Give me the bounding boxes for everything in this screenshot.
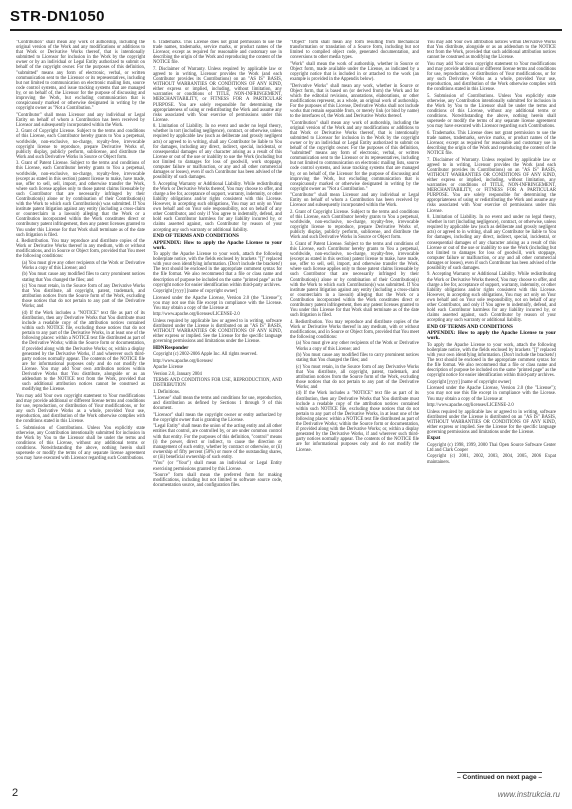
paragraph: To apply the Apache License to your work, attach the following boilerplate notice, with the fields enclosed by brackets "[]" replaced with your own identifying information. (Don't include the brackets!) The text should be enclosed in the appropriate comment syntax for the file format. We also recommend that a file or class name and description of purpose be included on the same "printed page" as the copyright notice for easier identification within third-party archives.	[153, 252, 282, 288]
paragraph: "You" (or "Your") shall mean an individual or Legal Entity exercising permissions granted by this License.	[153, 461, 282, 472]
column-2	[153, 40, 282, 768]
column-3	[290, 40, 419, 768]
page-number: 2	[12, 787, 19, 799]
paragraph: 2. Grant of Copyright License. Subject to the terms and conditions of this License, each Contributor hereby grants to You a perpetual, worldwide, non-exclusive, no-charge, royalty-free, irrevocable copyright license to reproduce, prepare Derivative Works of, publicly display, publicly perform, sublicense, and distribute the Work and such Derivative Works in Source or Object form.	[290, 209, 419, 241]
paragraph: http://www.apache.org/licenses/	[153, 358, 214, 364]
paragraph: "Contributor" shall mean Licensor and any individual or Legal Entity on behalf of whom a Contribution has been received by Licensor and subsequently incorporated within the Work.	[16, 112, 145, 128]
watermark: www.instrukcia.ru	[497, 790, 560, 799]
paragraph: Expat	[427, 435, 441, 442]
paragraph: Apache License	[153, 365, 184, 371]
paragraph: 6. Trademarks. This License does not grant permission to use the trade names, trademarks, service marks, or product names of the Licensor, except as required for reasonable and customary use in describing the origin of the Work and reproducing the content of the NOTICE file.	[427, 130, 556, 157]
paragraph: "Work" shall mean the work of authorship, whether in Source or Object form, made available under the License, as indicated by a copyright notice that is included in or attached to the work (an example is provided in the Appendix below).	[290, 61, 419, 83]
paragraph: You may add Your own attribution notices within Derivative Works that You distribute, alongside or as an addendum to the NOTICE text from the Work, provided that such additional attribution notices cannot be construed as modifying the License.	[427, 40, 556, 61]
license-columns	[16, 40, 556, 768]
paragraph: You may add Your own copyright statement to Your modifications and may provide additional or different license terms and conditions for use, reproduction, or distribution of Your modifications, or for any such Derivative Works as a whole, provided Your use, reproduction, and distribution of the Work otherwise complies with the conditions stated in this License.	[427, 61, 556, 93]
paragraph: TERMS AND CONDITIONS FOR USE, REPRODUCTION, AND DISTRIBUTION	[153, 378, 282, 389]
paragraph: Unless required by applicable law or agreed to in writing, software distributed under the License is distributed on an "AS IS" BASIS, WITHOUT WARRANTIES OR CONDITIONS OF ANY KIND, either express or implied. See the License for the specific language governing permissions and limitations under the License.	[427, 409, 556, 435]
paragraph: END OF TERMS AND CONDITIONS	[427, 323, 513, 330]
paragraph: 5. Submission of Contributions. Unless You explicitly state otherwise, any Contribution intentionally submitted for inclusion in the Work by You to the Licensor shall be under the terms and conditions of this License, without any additional terms or conditions. Notwithstanding the above, nothing herein shall supersede or modify the terms of any separate license agreement you may have executed with Licensor regarding such Contributions.	[16, 425, 145, 462]
paragraph: END OF TERMS AND CONDITIONS	[153, 233, 239, 240]
paragraph: (b) You must cause any modified files to carry prominent notices stating that You changed the files; and	[296, 353, 419, 364]
paragraph: Copyright [yyyy] [name of copyright owner]	[153, 289, 238, 295]
paragraph: Copyright (c) 1998, 1999, 2000 Thai Open Source Software Center Ltd and Clark Cooper	[427, 442, 556, 453]
paragraph: "Licensor" shall mean the copyright owner or entity authorized by the copyright owner that is granting the License.	[153, 412, 282, 423]
paragraph: HDNResponder	[153, 344, 189, 351]
paragraph: Licensed under the Apache License, Version 2.0 (the "License"); you may not use this file except in compliance with the License. You may obtain a copy of the License at	[153, 295, 282, 311]
paragraph: APPENDIX: How to apply the Apache License to your work.	[427, 330, 556, 342]
paragraph: (c) You must retain, in the Source form of any Derivative Works that You distribute, all copyright, patent, trademark, and attribution notices from the Source form of the Work, excluding those notices that do not pertain to any part of the Derivative Works; and	[22, 284, 145, 310]
column-4	[427, 40, 556, 768]
paragraph: "Object" form shall mean any form resulting from mechanical transformation or translation of a Source form, including but not limited to compiled object code, generated documentation, and conversions to other media types.	[290, 40, 419, 61]
paragraph: Licensed under the Apache License, Version 2.0 (the "License"); you may not use this file except in compliance with the License. You may obtain a copy of the License at	[427, 386, 556, 402]
paragraph: 1. Definitions.	[153, 389, 180, 395]
paragraph: 3. Grant of Patent License. Subject to the terms and conditions of this License, each Contributor hereby grants to You a perpetual, worldwide, non-exclusive, no-charge, royalty-free, irrevocable (except as stated in this section) patent license to make, have made, use, offer to sell, sell, import, and otherwise transfer the Work, where such license applies only to those patent claims licensable by such Contributor that are necessarily infringed by their Contribution(s) alone or by combination of their Contribution(s) with the Work to which such Contribution(s) was submitted. If You institute patent litigation against any entity (including a cross-claim or counterclaim in a lawsuit) alleging that the Work or a Contribution incorporated within the Work constitutes direct or contributory patent infringement, then any patent licenses granted to You under this License for that Work shall terminate as of the date such litigation is filed.	[16, 161, 145, 238]
paragraph: You may add Your own copyright statement to Your modifications and may provide additional or different license terms and conditions for use, reproduction, or distribution of Your modifications, or for any such Derivative Works as a whole, provided Your use, reproduction, and distribution of the Work otherwise complies with the conditions stated in this License.	[16, 393, 145, 425]
paragraph: Version 2.0, January 2004	[153, 371, 202, 377]
paragraph: 8. Limitation of Liability. In no event and under no legal theory, whether in tort (including negligence), contract, or otherwise, unless required by applicable law (such as deliberate and grossly negligent acts) or agreed to in writing, shall any Contributor be liable to You for damages, including any direct, indirect, special, incidental, or consequential damages of any character arising as a result of this License or out of the use or inability to use the Work (including but not limited to damages for loss of goodwill, work stoppage, computer failure or malfunction, or any and all other commercial damages or losses), even if such Contributor has been advised of the possibility of such damages.	[153, 124, 282, 181]
paragraph: 4. Redistribution. You may reproduce and distribute copies of the Work or Derivative Works thereof in any medium, with or without modifications, and in Source or Object form, provided that You meet the following conditions:	[290, 319, 419, 340]
column-1	[16, 40, 145, 768]
paragraph: 3. Grant of Patent License. Subject to the terms and conditions of this License, each Contributor hereby grants to You a perpetual, worldwide, non-exclusive, no-charge, royalty-free, irrevocable (except as stated in this section) patent license to make, have made, use, offer to sell, sell, import, and otherwise transfer the Work, where such license applies only to those patent claims licensable by such Contributor that are necessarily infringed by their Contribution(s) alone or by combination of their Contribution(s) with the Work to which such Contribution(s) was submitted. If You institute patent litigation against any entity (including a cross-claim or counterclaim in a lawsuit) alleging that the Work or a Contribution incorporated within the Work constitutes direct or contributory patent infringement, then any patent licenses granted to You under this License for that Work shall terminate as of the date such litigation is filed.	[290, 241, 419, 319]
paragraph: 9. Accepting Warranty or Additional Liability. While redistributing the Work or Derivative Works thereof, You may choose to offer, and charge a fee for, acceptance of support, warranty, indemnity, or other liability obligations and/or rights consistent with this License. However, in accepting such obligations, You may act only on Your own behalf and on Your sole responsibility, not on behalf of any other Contributor, and only if You agree to indemnify, defend, and hold each Contributor harmless for any liability incurred by, or claims asserted against, such Contributor by reason of your accepting any such warranty or additional liability.	[427, 272, 556, 324]
paragraph: Copyright (c) 2001, 2002, 2003, 2004, 2005, 2006 Expat maintainers.	[427, 454, 556, 465]
paragraph: 6. Trademarks. This License does not grant permission to use the trade names, trademarks, service marks, or product names of the Licensor, except as required for reasonable and customary use in describing the origin of the Work and reproducing the content of the NOTICE file.	[153, 40, 282, 66]
paragraph: 4. Redistribution. You may reproduce and distribute copies of the Work or Derivative Works thereof in any medium, with or without modifications, and in Source or Object form, provided that You meet the following conditions:	[16, 239, 145, 260]
paragraph: (d) If the Work includes a "NOTICE" text file as part of its distribution, then any Derivative Works that You distribute must include a readable copy of the attribution notices contained within such NOTICE file, excluding those notices that do not pertain to any part of the Derivative Works, in at least one of the following places: within a NOTICE text file distributed as part of the Derivative Works; within the Source form or documentation, if provided along with the Derivative Works; or, within a display generated by the Derivative Works, if and wherever such third-party notices normally appear. The contents of the NOTICE file are for informational purposes only and do not modify the License.	[296, 391, 419, 453]
paragraph: (d) If the Work includes a "NOTICE" text file as part of its distribution, then any Derivative Works that You distribute must include a readable copy of the attribution notices contained within such NOTICE file, excluding those notices that do not pertain to any part of the Derivative Works, in at least one of the following places: within a NOTICE text file distributed as part of the Derivative Works; within the Source form or documentation, if provided along with the Derivative Works; or, within a display generated by the Derivative Works, if and wherever such third-party notices normally appear. The contents of the NOTICE file are for informational purposes only and do not modify the License. You may add Your own attribution notices within Derivative Works that You distribute, alongside or as an addendum to the NOTICE text from the Work, provided that such additional attribution notices cannot be construed as modifying the License.	[22, 310, 145, 393]
continued-note: – Continued on next page –	[457, 774, 542, 781]
paragraph: 7. Disclaimer of Warranty. Unless required by applicable law or agreed to in writing, Licensor provides the Work (and each Contributor provides its Contributions) on an "AS IS" BASIS, WITHOUT WARRANTIES OR CONDITIONS OF ANY KIND, either express or implied, including, without limitation, any warranties or conditions of TITLE, NON-INFRINGEMENT, MERCHANTABILITY, or FITNESS FOR A PARTICULAR PURPOSE. You are solely responsible for determining the appropriateness of using or redistributing the Work and assume any risks associated with Your exercise of permissions under this License.	[153, 66, 282, 123]
paragraph: To apply the Apache License to your work, attach the following boilerplate notice, with the fields enclosed by brackets "[]" replaced with your own identifying information. (Don't include the brackets!) The text should be enclosed in the appropriate comment syntax for the file format. We also recommend that a file or class name and description of purpose be included on the same "printed page" as the copyright notice for easier identification within third-party archives.	[427, 342, 556, 379]
paragraph: http://www.apache.org/licenses/LICENSE-2.0	[427, 403, 514, 409]
paragraph: "Contribution" shall mean any work of authorship, including the original version of the Work and any modifications or additions to that Work or Derivative Works thereof, that is intentionally submitted to Licensor for inclusion in the Work by the copyright owner or by an individual or Legal Entity authorized to submit on behalf of the copyright owner. For the purposes of this definition, "submitted" means any form of electronic, verbal, or written communication sent to the Licensor or its representatives, including but not limited to communication on electronic mailing lists, source code control systems, and issue tracking systems that are managed by, or on behalf of, the Licensor for the purpose of discussing and improving the Work, but excluding communication that is conspicuously marked or otherwise designated in writing by the copyright owner as "Not a Contribution."	[290, 120, 419, 192]
paragraph: Copyright (c) 2002-2006 Apple Inc. All rights reserved.	[153, 352, 258, 358]
paragraph: APPENDIX: How to apply the Apache License to your work.	[153, 239, 282, 251]
paragraph: http://www.apache.org/licenses/LICENSE-2.0	[153, 312, 240, 318]
paragraph: (a) You must give any other recipients of the Work or Derivative Works a copy of this License; and	[296, 341, 419, 352]
paragraph: 8. Limitation of Liability. In no event and under no legal theory, whether in tort (including negligence), contract, or otherwise, unless required by applicable law (such as deliberate and grossly negligent acts) or agreed to in writing, shall any Contributor be liable to You for damages, including any direct, indirect, special, incidental, or consequential damages of any character arising as a result of this License or out of the use or inability to use the Work (including but not limited to damages for loss of goodwill, work stoppage, computer failure or malfunction, or any and all other commercial damages or losses), even if such Contributor has been advised of the possibility of such damages.	[427, 215, 556, 271]
paragraph: "Legal Entity" shall mean the union of the acting entity and all other entities that control, are controlled by, or are under common control with that entity. For the purposes of this definition, "control" means (i) the power, direct or indirect, to cause the direction or management of such entity, whether by contract or otherwise, or (ii) ownership of fifty percent (50%) or more of the outstanding shares, or (iii) beneficial ownership of such entity.	[153, 424, 282, 460]
paragraph: 7. Disclaimer of Warranty. Unless required by applicable law or agreed to in writing, Licensor provides the Work (and each Contributor provides its Contributions) on an "AS IS" BASIS, WITHOUT WARRANTIES OR CONDITIONS OF ANY KIND, either express or implied, including, without limitation, any warranties or conditions of TITLE, NON-INFRINGEMENT, MERCHANTABILITY, or FITNESS FOR A PARTICULAR PURPOSE. You are solely responsible for determining the appropriateness of using or redistributing the Work and assume any risks associated with Your exercise of permissions under this License.	[427, 157, 556, 214]
paragraph: "License" shall mean the terms and conditions for use, reproduction, and distribution as defined by Sections 1 through 9 of this document.	[153, 396, 282, 412]
header-rule	[10, 29, 562, 31]
paragraph: "Derivative Works" shall mean any work, whether in Source or Object form, that is based on (or derived from) the Work and for which the editorial revisions, annotations, elaborations, or other modifications represent, as a whole, an original work of authorship. For the purposes of this License, Derivative Works shall not include works that remain separable from, or merely link (or bind by name) to the interfaces of, the Work and Derivative Works thereof.	[290, 83, 419, 120]
paragraph: (b) You must cause any modified files to carry prominent notices stating that You changed the files; and	[22, 272, 145, 283]
paragraph: "Contribution" shall mean any work of authorship, including the original version of the Work and any modifications or additions to that Work or Derivative Works thereof, that is intentionally submitted to Licensor for inclusion in the Work by the copyright owner or by an individual or Legal Entity authorized to submit on behalf of the copyright owner. For the purposes of this definition, "submitted" means any form of electronic, verbal, or written communication sent to the Licensor or its representatives, including but not limited to communication on electronic mailing lists, source code control systems, and issue tracking systems that are managed by, or on behalf of, the Licensor for the purpose of discussing and improving the Work, but excluding communication that is conspicuously marked or otherwise designated in writing by the copyright owner as "Not a Contribution."	[16, 40, 145, 112]
paragraph: 9. Accepting Warranty or Additional Liability. While redistributing the Work or Derivative Works thereof, You may choose to offer, and charge a fee for, acceptance of support, warranty, indemnity, or other liability obligations and/or rights consistent with this License. However, in accepting such obligations, You may act only on Your own behalf and on Your sole responsibility, not on behalf of any other Contributor, and only if You agree to indemnify, defend, and hold each Contributor harmless for any liability incurred by, or claims asserted against, such Contributor by reason of your accepting any such warranty or additional liability.	[153, 181, 282, 233]
paragraph: (a) You must give any other recipients of the Work or Derivative Works a copy of this License; and	[22, 260, 145, 271]
paragraph: 2. Grant of Copyright License. Subject to the terms and conditions of this License, each Contributor hereby grants to You a perpetual, worldwide, non-exclusive, no-charge, royalty-free, irrevocable copyright license to reproduce, prepare Derivative Works of, publicly display, publicly perform, sublicense, and distribute the Work and such Derivative Works in Source or Object form.	[16, 129, 145, 160]
paragraph: Copyright [yyyy] [name of copyright owner]	[427, 379, 512, 385]
paragraph: "Source" form shall mean the preferred form for making modifications, including but not limited to software source code, documentation source, and configuration files.	[153, 473, 282, 489]
model-header: STR-DN1050	[10, 8, 106, 25]
paragraph: Unless required by applicable law or agreed to in writing, software distributed under the License is distributed on an "AS IS" BASIS, WITHOUT WARRANTIES OR CONDITIONS OF ANY KIND, either express or implied. See the License for the specific language governing permissions and limitations under the License.	[153, 318, 282, 345]
paragraph: (c) You must retain, in the Source form of any Derivative Works that You distribute, all copyright, patent, trademark, and attribution notices from the Source form of the Work, excluding those notices that do not pertain to any part of the Derivative Works; and	[296, 364, 419, 390]
paragraph: "Contributor" shall mean Licensor and any individual or Legal Entity on behalf of whom a Contribution has been received by Licensor and subsequently incorporated within the Work.	[290, 193, 419, 209]
paragraph: 5. Submission of Contributions. Unless You explicitly state otherwise, any Contribution intentionally submitted for inclusion in the Work by You to the Licensor shall be under the terms and conditions of this License, without any additional terms or conditions. Notwithstanding the above, nothing herein shall supersede or modify the terms of any separate license agreement you may have executed with Licensor regarding such Contributions.	[427, 93, 556, 130]
